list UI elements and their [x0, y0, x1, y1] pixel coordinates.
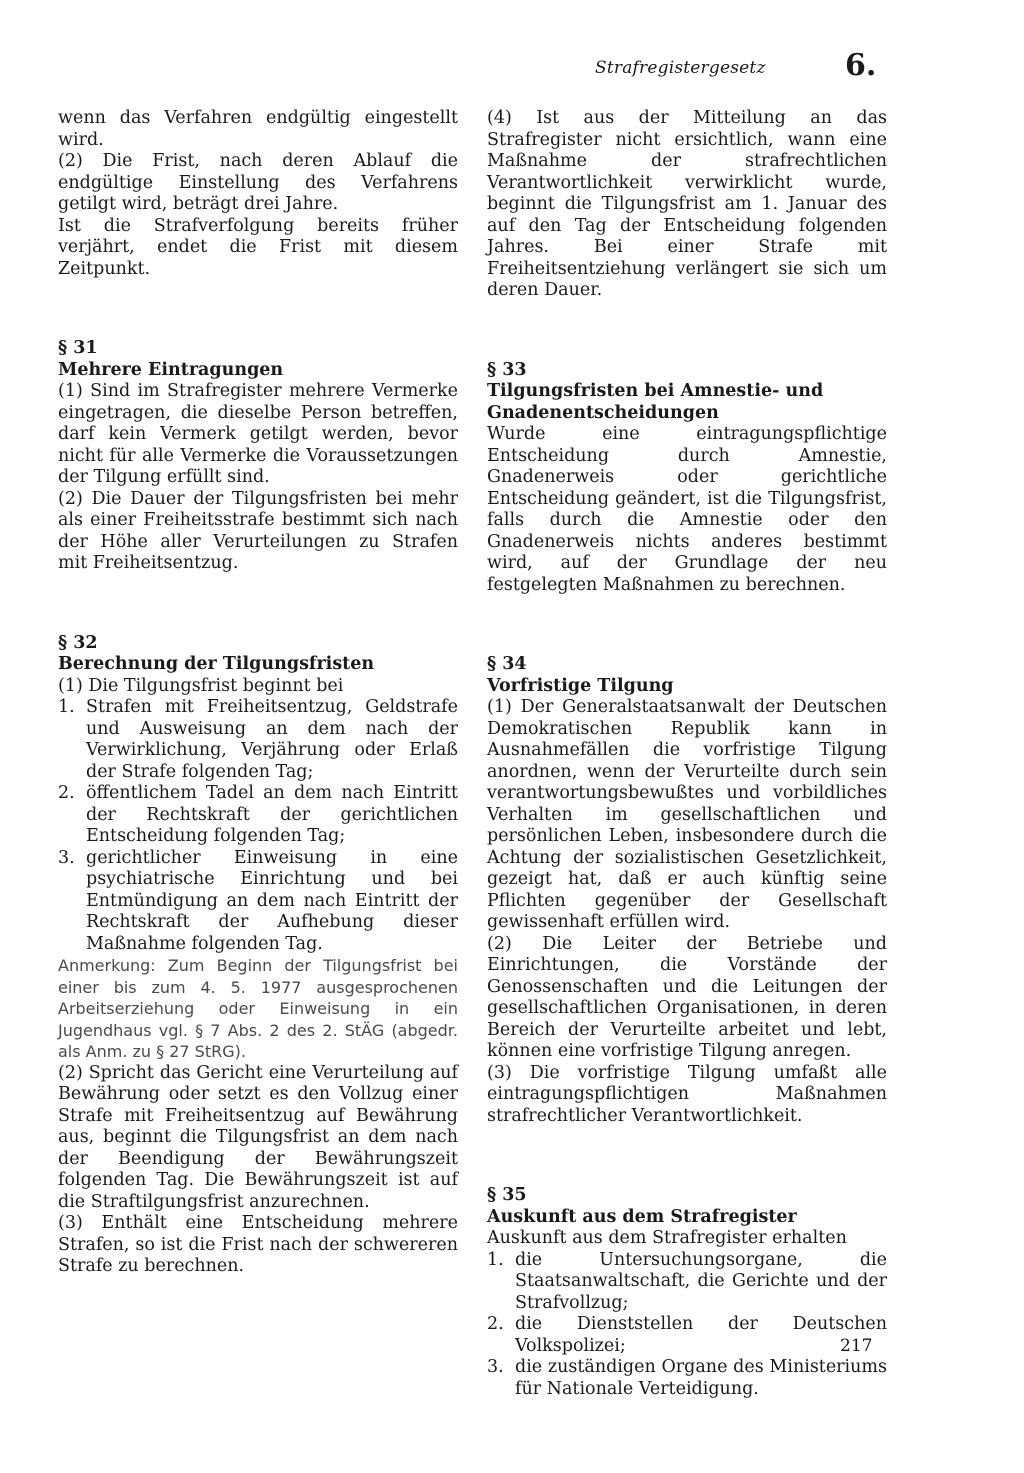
list-item-text: die Dienststellen der Deutschen Volkspolizei; [515, 1314, 887, 1356]
paragraph: (1) Der Generalstaatsanwalt der Deutschen Demokratischen Republik kann in Ausnahmefällen die vorfristige Tilgung anordnen, wenn der Verurteilte durch sein verantwortungsbewußtes und vorbildliches Verhalten im gesellschaftlichen und persönlichen Leben, insbesondere durch die Achtung der sozialistischen Gesetzlichkeit, gezeigt hat, daß er auch künftig seine Pflichten gegenüber der Gesellschaft gewissenhaft erfüllen wird. [487, 697, 887, 932]
section-34 [487, 654, 887, 1127]
paragraph: Auskunft aus dem Strafregister erhalten [487, 1228, 847, 1248]
annotation-note: Anmerkung: Zum Beginn der Tilgungsfrist bei einer bis zum 4. 5. 1977 ausgesprochenen Arbeitserziehung oder Einweisung in ein Jugendhaus vgl. § 7 Abs. 2 des 2. StÄG (abgedr. als Anm. zu § 27 StRG). [58, 956, 458, 1061]
list-item-text: öffentlichem Tadel an dem nach Eintritt der Rechtskraft der gerichtlichen Entscheidung folgenden Tag; [86, 783, 458, 846]
section-title: Vorfristige Tilgung [487, 675, 674, 696]
paragraph: Wurde eine eintragungspflichtige Entscheidung durch Amnestie, Gnadenerweis oder gerichtliche Entscheidung geändert, ist die Tilgungsfrist, falls durch die Amnestie oder den Gnadenerweis nichts anderes bestimmt wird, auf der Grundlage der neu festgelegten Maßnahmen zu berechnen. [487, 424, 887, 595]
section-number: § 34 [487, 654, 527, 674]
list-item-text: die Untersuchungsorgane, die Staatsanwaltschaft, die Gerichte und der Strafvollzug; [515, 1249, 887, 1313]
section-number: § 32 [58, 632, 98, 653]
list-item-number: 3. [487, 1357, 504, 1377]
list-item [58, 697, 458, 783]
list-item [58, 783, 458, 848]
list-item-number: 1. [487, 1249, 504, 1270]
numbered-list [58, 697, 458, 955]
section-number: § 33 [487, 359, 527, 380]
section-number: § 31 [58, 338, 98, 358]
list-item-text: Strafen mit Freiheitsentzug, Geldstrafe und Ausweisung an dem nach der Verwirklichung, Verjährung oder Erlaß der Strafe folgenden Tag; [86, 697, 458, 782]
list-item-number: 3. [58, 847, 75, 868]
section-33 [487, 360, 887, 597]
list-item-number: 2. [487, 1314, 504, 1334]
section-35 [487, 1185, 887, 1400]
left-column [58, 108, 458, 1278]
list-item [487, 1357, 887, 1400]
numbered-list [487, 1250, 887, 1401]
section-title: Auskunft aus dem Strafregister [487, 1206, 797, 1227]
list-item [487, 1314, 887, 1357]
list-item [487, 1250, 887, 1315]
list-item-number: 2. [58, 783, 75, 803]
section-number: § 35 [487, 1185, 527, 1205]
paragraph: (3) Enthält eine Entscheidung mehrere Strafen, so ist die Frist nach der schwereren Strafe zu berechnen. [58, 1213, 458, 1276]
running-header-title: Strafregistergesetz [595, 58, 766, 78]
section-31 [58, 338, 458, 575]
section-title: Mehrere Eintragungen [58, 359, 284, 380]
paragraph: (1) Die Tilgungsfrist beginnt bei [58, 675, 344, 696]
chapter-number: 6. [845, 48, 877, 83]
right-column [487, 108, 887, 1400]
paragraph: (2) Die Dauer der Tilgungsfristen bei mehr als einer Freiheitsstrafe bestimmt sich nach der Höhe aller Verurteilungen zu Strafen mit Freiheitsentzug. [58, 488, 458, 573]
paragraph: (2) Die Frist, nach deren Ablauf die endgültige Einstellung des Verfahrens getilgt wird, beträgt drei Jahre. [58, 151, 458, 214]
paragraph: (4) Ist aus der Mitteilung an das Strafregister nicht ersichtlich, wann eine Maßnahme der strafrechtlichen Verantwortlichkeit verwirklicht wurde, beginnt die Tilgungsfrist am 1. Januar des auf den Tag der Entscheidung folgenden Jahres. Bei einer Strafe mit Freiheitsentziehung verlängert sie sich um deren Dauer. [487, 108, 887, 300]
paragraph: (1) Sind im Strafregister mehrere Vermerke eingetragen, die dieselbe Person betreffen, darf kein Vermerk getilgt werden, bevor nicht für alle Vermerke die Voraussetzungen der Tilgung erfüllt sind. [58, 381, 458, 487]
list-item [58, 848, 458, 956]
paragraph: Ist die Strafverfolgung bereits früher verjährt, endet die Frist mit diesem Zeitpunkt. [58, 215, 458, 279]
list-item-text: gerichtlicher Einweisung in eine psychiatrische Einrichtung und bei Entmündigung an dem nach Eintritt der Rechtskraft der Aufhebung dieser Maßnahme folgenden Tag. [86, 847, 458, 954]
section-title: Tilgungsfristen bei Amnestie- und Gnadenentscheidungen [487, 381, 824, 423]
list-item-number: 1. [58, 697, 75, 717]
paragraph: (2) Spricht das Gericht eine Verurteilung auf Bewährung oder setzt es den Vollzug einer Strafe mit Freiheitsentzug auf Bewährung aus, beginnt die Tilgungsfrist an dem nach der Beendigung der Bewährungszeit folgenden Tag. Die Bewährungszeit ist auf die Straftilgungsfrist anzurechnen. [58, 1062, 458, 1212]
section-title: Berechnung der Tilgungsfristen [58, 654, 375, 674]
paragraph: (3) Die vorfristige Tilgung umfaßt alle eintragungspflichtigen Maßnahmen strafrechtlicher Verantwortlichkeit. [487, 1062, 887, 1126]
paragraph: wenn das Verfahren endgültig eingestellt wird. [58, 108, 458, 150]
section-32 [58, 633, 458, 1278]
paragraph: (2) Die Leiter der Betriebe und Einrichtungen, die Vorstände der Genossenschaften und die Leitungen der gesellschaftlichen Organisationen, in deren Bereich der Verurteilte arbeitet und lebt, können eine vorfristige Tilgung anregen. [487, 933, 887, 1061]
page-number: 217 [840, 1336, 873, 1356]
list-item-text: die zuständigen Organe des Ministeriums für Nationale Verteidigung. [515, 1357, 887, 1399]
